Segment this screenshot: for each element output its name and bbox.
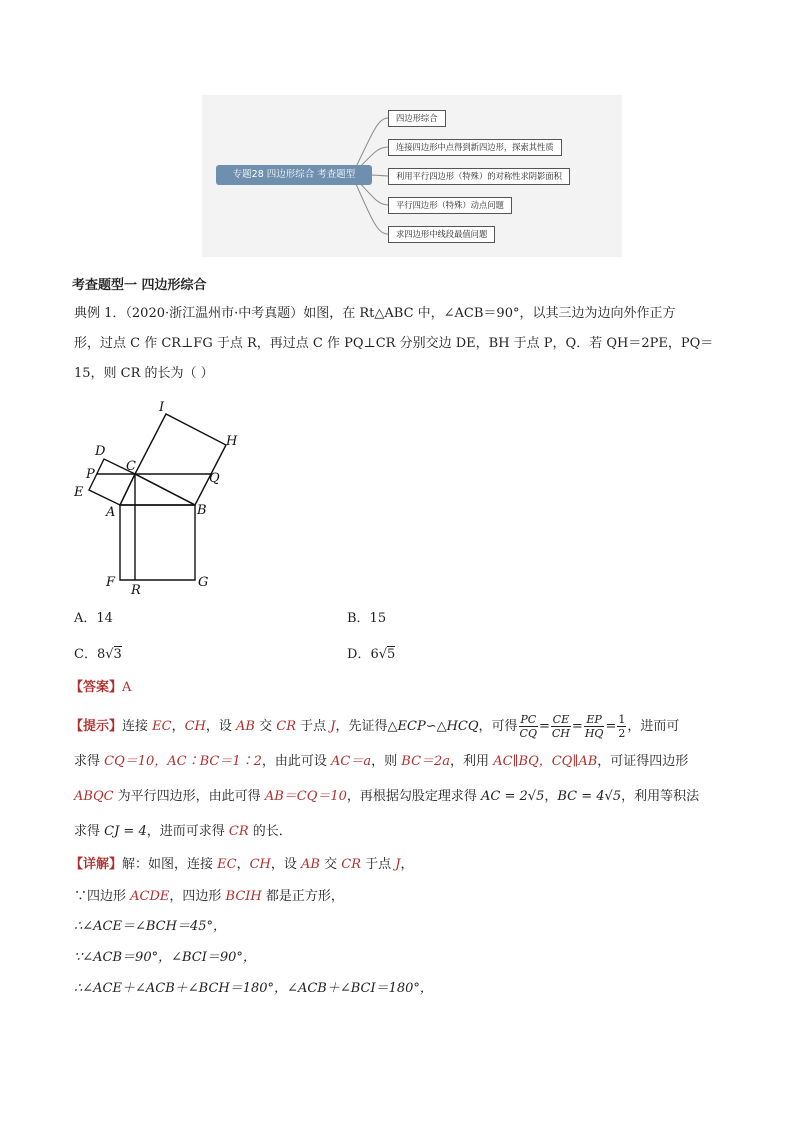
hint-text: 交 — [255, 719, 277, 734]
hint-text: ，设 — [205, 719, 237, 734]
hint-text: 连接 — [122, 719, 153, 734]
hint-text: 为平行四边形，由此可得 — [113, 789, 265, 804]
option-b: B．15 — [347, 611, 387, 626]
hint-math: AC = 2√5 — [481, 789, 545, 804]
hint-math: EC — [152, 719, 172, 734]
detail-math: ACDE — [130, 889, 170, 904]
square-bcih — [135, 414, 226, 505]
mind-map — [202, 95, 622, 257]
sqrt-symbol: √ — [105, 647, 114, 662]
hint-line-3 — [74, 787, 699, 807]
option-d-radicand: 5 — [387, 647, 396, 662]
detail-text: ，设 — [270, 857, 302, 872]
hint-math: CH — [184, 719, 206, 734]
hint-text: ，利用 — [450, 754, 494, 769]
hint-tag: 【提示】 — [70, 719, 123, 734]
fraction: $\frac{CE}{CH}$ — [551, 713, 570, 740]
mind-map-branch-4: 平行四边形（特殊）动点问题 — [388, 197, 512, 214]
hint-text: ，利用等积法 — [621, 789, 700, 804]
hint-text: ，则 — [371, 754, 402, 769]
detail-math: J — [395, 857, 401, 872]
triangle-abc — [120, 474, 195, 505]
detail-tag: 【详解】 — [70, 857, 123, 872]
option-c-prefix: C． — [74, 647, 97, 662]
hint-line-4 — [74, 822, 292, 842]
detail-text: ， — [400, 857, 414, 872]
hint-math: CJ = 4 — [104, 824, 147, 839]
hint-math: AC∥BQ，CQ∥AB — [493, 754, 598, 769]
geometry-figure — [60, 395, 260, 600]
answer-line — [70, 678, 131, 698]
detail-math: EC — [217, 857, 237, 872]
detail-math: AB — [301, 857, 320, 872]
label-g: G — [198, 575, 209, 590]
label-f: F — [106, 575, 116, 590]
option-d — [347, 643, 395, 662]
detail-line-5: ∴∠ACE＋∠ACB＋∠BCH＝180°，∠ACB＋∠BCI＝180°， — [74, 981, 433, 996]
hint-math: BC＝2a — [401, 754, 451, 769]
problem-line-1: 典例 1．（2020·浙江温州市·中考真题）如图，在 Rt△ABC 中，∠ACB＝90°，以其三边为边向外作正方 — [74, 306, 676, 321]
hint-math: AB — [236, 719, 255, 734]
hint-math: J — [330, 719, 336, 734]
label-r: R — [131, 583, 141, 598]
hint-text: 于点 — [296, 719, 331, 734]
detail-math: CH — [249, 857, 271, 872]
detail-text: ，四边形 — [169, 889, 226, 904]
label-h: H — [226, 434, 238, 449]
detail-text: 交 — [320, 857, 342, 872]
detail-line-1 — [70, 855, 414, 875]
label-d: D — [95, 444, 106, 459]
detail-line-2 — [74, 887, 344, 907]
hint-text: ，先证得 — [335, 719, 388, 734]
label-i: I — [159, 400, 165, 415]
option-c-radicand: 3 — [113, 647, 122, 662]
hint-text: ，进而可求得 — [146, 824, 229, 839]
equals: = — [605, 719, 617, 734]
hint-math: AB＝CQ＝10 — [264, 789, 347, 804]
hint-text: ， — [544, 789, 558, 804]
fraction: $\frac{EP}{HQ}$ — [584, 713, 604, 740]
hint-math: AC＝a — [331, 754, 372, 769]
mind-map-branch-2: 连接四边形中点得到新四边形，探索其性质 — [388, 139, 562, 156]
detail-text: ， — [236, 857, 250, 872]
option-d-coef: 6 — [370, 647, 379, 662]
hint-line-1 — [70, 713, 679, 741]
option-d-prefix: D． — [347, 647, 371, 662]
hint-text: 求得 — [74, 754, 105, 769]
detail-text: 都是正方形， — [261, 889, 344, 904]
fraction: $\frac{1}{2}$ — [618, 713, 626, 740]
detail-math: BCIH — [225, 889, 262, 904]
hint-line-2 — [74, 752, 688, 772]
hint-math: BC = 4√5 — [557, 789, 622, 804]
hint-text: ， — [171, 719, 185, 734]
label-b: B — [197, 503, 207, 518]
label-c: C — [126, 459, 136, 474]
mind-map-branch-5: 求四边形中线段最值问题 — [388, 226, 495, 243]
hint-text: ，由此可设 — [261, 754, 332, 769]
mind-map-branch-1: 四边形综合 — [388, 110, 446, 127]
equals: = — [571, 719, 583, 734]
hint-math: △ECP∽△HCQ — [387, 719, 479, 734]
answer-value: A — [122, 680, 132, 695]
label-p: P — [86, 467, 95, 482]
problem-line-2: 形，过点 C 作 CR⊥FG 于点 R，再过点 C 作 PQ⊥CR 分别交边 DE，BH 于点 P，Q．若 QH＝2PE，PQ＝ — [74, 336, 714, 351]
problem-line-3: 15，则 CR 的长为（ ） — [74, 366, 214, 381]
hint-math: CQ＝10，AC∶BC＝1∶2 — [104, 754, 262, 769]
hint-math: CR — [228, 824, 249, 839]
label-q: Q — [209, 471, 220, 486]
detail-text: 于点 — [361, 857, 396, 872]
answer-tag: 【答案】 — [70, 680, 123, 695]
detail-text: ∵四边形 — [74, 889, 131, 904]
mind-map-root: 专题28 四边形综合 考查题型 — [216, 165, 372, 185]
section-title: 考查题型一 四边形综合 — [72, 278, 207, 293]
detail-text: 解：如图，连接 — [122, 857, 218, 872]
hint-text: 求得 — [74, 824, 105, 839]
hint-math: CR — [276, 719, 297, 734]
hint-text: ，可得 — [478, 719, 518, 734]
detail-line-3: ∴∠ACE＝∠BCH＝45°， — [74, 919, 227, 934]
label-a: A — [106, 505, 116, 520]
option-c — [74, 643, 122, 662]
hint-text: 的长． — [248, 824, 292, 839]
sqrt-symbol: √ — [378, 647, 388, 662]
hint-text: ，再根据勾股定理求得 — [346, 789, 482, 804]
hint-text: ，进而可 — [627, 719, 680, 734]
fraction: $\frac{PC}{CQ}$ — [519, 713, 537, 740]
square-abgf — [120, 505, 195, 580]
label-e: E — [74, 485, 84, 500]
option-a: A．14 — [74, 611, 113, 626]
hint-text: ，可证得四边形 — [597, 754, 689, 769]
detail-math: CR — [341, 857, 362, 872]
mind-map-branch-3: 利用平行四边形（特殊）的对称性求阴影面积 — [388, 168, 570, 185]
option-c-coef: 8 — [96, 647, 106, 662]
equals: = — [538, 719, 550, 734]
hint-math: ABQC — [74, 789, 114, 804]
detail-line-4: ∵∠ACB＝90°，∠BCI＝90°， — [74, 950, 256, 965]
